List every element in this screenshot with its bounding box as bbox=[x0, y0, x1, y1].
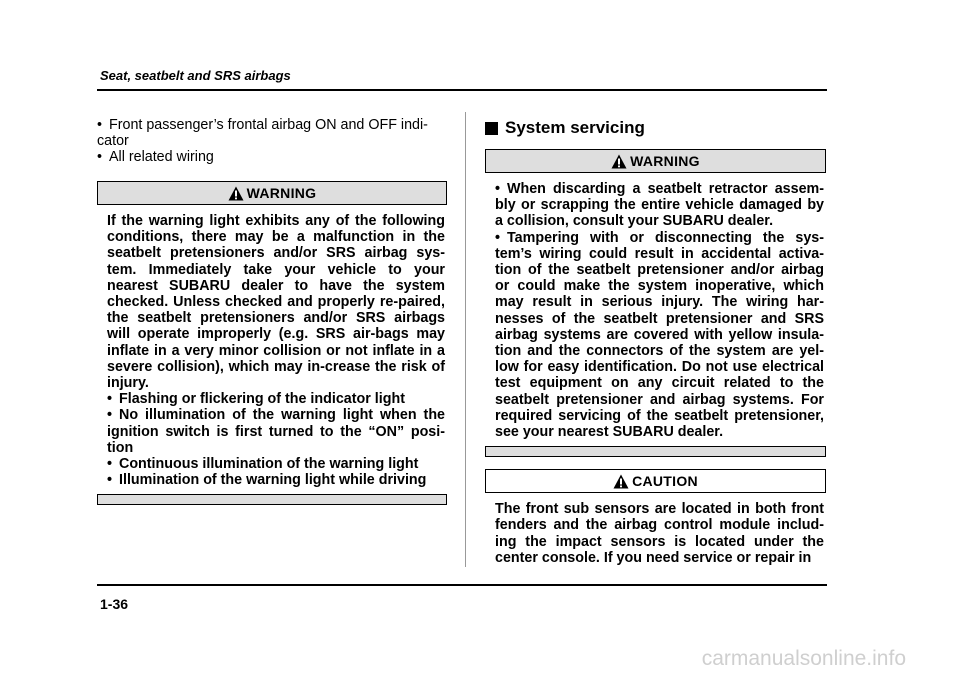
list-item: • Flashing or flickering of the indicator light bbox=[107, 391, 405, 408]
bullet-icon: • bbox=[107, 407, 113, 424]
section-heading: System servicing bbox=[485, 117, 826, 139]
warning-end-bar bbox=[97, 494, 447, 505]
warning-end-bar bbox=[485, 446, 826, 457]
list-item: • When discarding a seatbelt retractor assem-bly or scrapping the entire vehicle damaged by a collision, consult your SUBARU dealer. bbox=[495, 181, 824, 230]
caution-label: CAUTION bbox=[632, 473, 698, 490]
bullet-icon: • bbox=[107, 472, 113, 489]
watermark: carmanualsonline.info bbox=[701, 647, 906, 670]
bullet-icon: • bbox=[97, 117, 103, 133]
page-number: 1-36 bbox=[100, 596, 129, 612]
left-column bbox=[97, 117, 447, 505]
warning-banner bbox=[485, 149, 826, 173]
list-item: • Tampering with or disconnecting the sys-tem’s wiring could result in accidental activa-tion of the seatbelt pretensioner and/or airbag or could make the system inoperative, which may result in serious injury. The wiring har-nesses of the seatbelt pretensioner and SRS airbag systems are covered with yellow insula-tion and the connectors of the system are yel-low for easy identification. Do not use electrical test equipment on any circuit related to the seatbelt pretensioner and airbag systems. For required servicing of the seatbelt pretensioner, see your nearest SUBARU dealer. bbox=[495, 229, 824, 441]
warning-body bbox=[485, 173, 826, 446]
bullet-icon: • bbox=[495, 229, 501, 246]
caution-text: The front sub sensors are located in both front fenders and the airbag control module includ-ing the impact sensors is located under the center console. If you need service or repair in bbox=[495, 501, 824, 566]
header-rule bbox=[97, 89, 827, 91]
list-item: • All related wiring bbox=[97, 149, 214, 165]
footer-rule bbox=[97, 584, 827, 586]
bullet-icon: • bbox=[495, 181, 501, 197]
warning-triangle-icon bbox=[228, 186, 244, 201]
caution-banner bbox=[485, 469, 826, 493]
warning-triangle-icon bbox=[611, 154, 627, 169]
warning-label: WARNING bbox=[246, 185, 317, 201]
warning-banner bbox=[97, 181, 447, 205]
list-item: • Illumination of the warning light while driving bbox=[107, 472, 427, 489]
bullet-icon: • bbox=[107, 456, 113, 473]
caution-body bbox=[485, 493, 826, 572]
square-bullet-icon bbox=[485, 122, 498, 135]
caution-triangle-icon bbox=[613, 474, 629, 489]
right-column bbox=[485, 117, 826, 572]
warning-body bbox=[97, 205, 447, 494]
bullet-icon: • bbox=[97, 149, 103, 165]
list-item: • No illumination of the warning light when the ignition switch is first turned to the “ON” posi-tion bbox=[107, 407, 445, 456]
list-item: • Front passenger’s frontal airbag ON and OFF indi-cator bbox=[97, 117, 428, 149]
column-divider bbox=[465, 112, 466, 567]
warning-label: WARNING bbox=[630, 153, 700, 169]
bullet-icon: • bbox=[107, 391, 113, 408]
warning-text: If the warning light exhibits any of the following conditions, there may be a malfunction in the seatbelt pretensioners and/or SRS airbag sys-tem. Immediately take your vehicle to your nearest SUBARU dealer to have the system checked. Unless checked and properly re-paired, the seatbelt pretensioners and/or SRS airbags will operate improperly (e.g. SRS air-bags may inflate in a very minor collision or not inflate in a severe collision), which may in-crease the risk of injury. bbox=[107, 213, 445, 392]
list-item: • Continuous illumination of the warning light bbox=[107, 456, 419, 473]
page-header-title: Seat, seatbelt and SRS airbags bbox=[100, 68, 291, 83]
